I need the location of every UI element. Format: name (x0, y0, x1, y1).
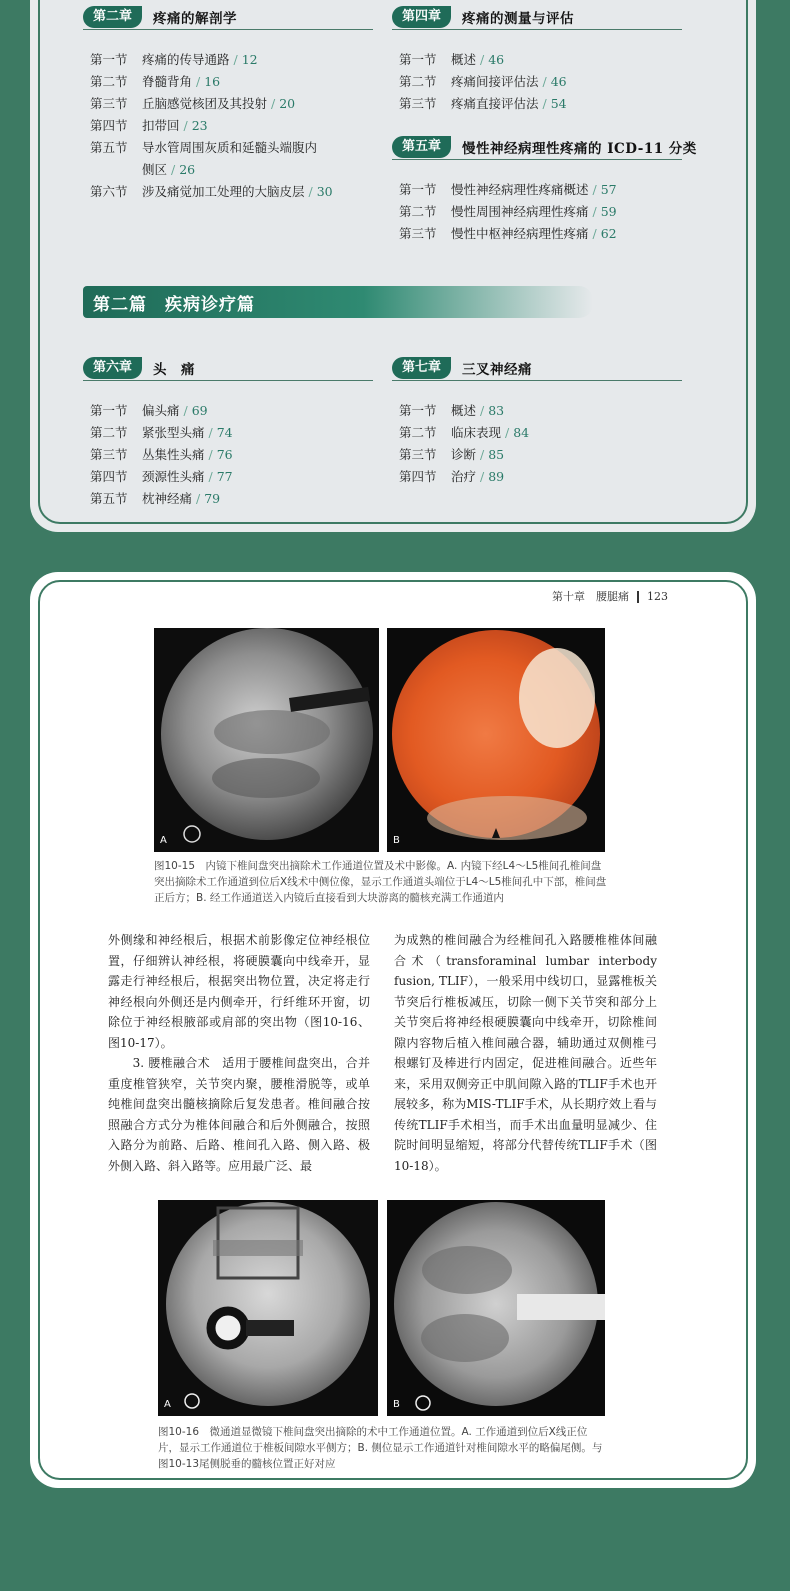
body-paragraph: 为成熟的椎间融合为经椎间孔入路腰椎椎体间融合术（transforaminal lumbar interbody fusion, TLIF），一般采用中线切口，显露椎板关节突后行椎板减压，切除一侧下关节突和部分上关节突后将神经根硬膜囊向中线牵开，切除椎间隙内容物后植入椎间融合器，辅助通过双侧椎弓根螺钉及棒进行内固定，促进椎间融合。近些年来，采用双侧旁正中肌间隙入路的TLIF手术也开展较多，称为MIS-TLIF手术，从长期疗效上看与传统TLIF手术相当，而手术出血量明显减少、住院时间明显缩短，将部分代替传统TLIF手术（图10-18）。 (394, 933, 657, 1173)
page-separator: / (505, 425, 510, 440)
section-title: 概述 (451, 403, 477, 418)
figure-10-16-a-xray (158, 1200, 378, 1416)
toc-entry[interactable] (90, 159, 333, 181)
section-title: 涉及痛觉加工处理的大脑皮层 (142, 184, 305, 199)
toc-entry[interactable] (90, 71, 333, 93)
chapter-5-sections (399, 179, 617, 245)
toc-entry[interactable] (90, 181, 333, 203)
section-page-number: 59 (600, 204, 617, 219)
panel-label-a: A (164, 1399, 171, 1410)
toc-entry[interactable] (399, 179, 617, 201)
section-title: 颈源性头痛 (142, 469, 205, 484)
page-separator: / (480, 447, 485, 462)
toc-entry[interactable] (90, 93, 333, 115)
book-page-panel (30, 572, 756, 1488)
page-separator: / (183, 403, 188, 418)
section-title: 紧张型头痛 (142, 425, 205, 440)
chapter-4-header (392, 6, 682, 30)
section-page-number: 46 (488, 52, 505, 67)
chapter-badge: 第五章 (392, 136, 451, 158)
toc-entry[interactable] (399, 422, 529, 444)
page-separator: / (592, 226, 597, 241)
section-number: 第一节 (399, 403, 437, 418)
chapter-badge: 第四章 (392, 6, 451, 28)
page-separator: / (308, 184, 313, 199)
section-number: 第一节 (90, 52, 128, 67)
section-page-number: 85 (488, 447, 505, 462)
section-title: 诊断 (451, 447, 477, 462)
section-title: 疼痛直接评估法 (451, 96, 539, 111)
toc-entry[interactable] (399, 444, 529, 466)
page-separator: / (208, 425, 213, 440)
section-title: 疼痛的传导通路 (142, 52, 230, 67)
section-title: 概述 (451, 52, 477, 67)
section-title: 偏头痛 (142, 403, 180, 418)
page-separator: / (208, 447, 213, 462)
figure-10-15-caption: 图10-15 内镜下椎间盘突出摘除术工作通道位置及术中影像。A. 内镜下经L4～L5椎间孔椎间盘突出摘除术工作通道到位后X线术中侧位像，显示工作通道头端位于L4～L5椎间孔中下部，椎间盘正后方；B. 经工作通道送入内镜后直接看到大块游离的髓核充满工作通道内 (154, 860, 607, 904)
section-page-number: 69 (191, 403, 208, 418)
section-page-number: 62 (600, 226, 617, 241)
part-2-banner (83, 286, 593, 318)
page-separator: / (542, 96, 547, 111)
toc-entry[interactable] (90, 400, 233, 422)
running-header (552, 588, 668, 604)
chapter-badge: 第七章 (392, 357, 451, 379)
chapter-4-sections (399, 49, 567, 115)
xray-ap-image (158, 1200, 378, 1416)
section-page-number: 20 (279, 96, 296, 111)
section-number: 第六节 (90, 184, 128, 199)
page-separator: / (592, 182, 597, 197)
chapter-title: 三叉神经痛 (462, 362, 532, 378)
section-number: 第四节 (90, 118, 128, 133)
section-page-number: 12 (241, 52, 258, 67)
section-title: 临床表现 (451, 425, 502, 440)
section-number: 第三节 (90, 447, 128, 462)
section-page-number: 46 (550, 74, 567, 89)
section-number: 第二节 (399, 204, 437, 219)
chapter-6-header (83, 357, 373, 381)
page-separator: / (171, 162, 176, 177)
section-title: 侧区 (142, 162, 168, 177)
section-title: 丘脑感觉核团及其投射 (142, 96, 268, 111)
section-number: 第三节 (399, 96, 437, 111)
toc-entry[interactable] (399, 400, 529, 422)
section-title: 慢性神经病理性疼痛概述 (451, 182, 589, 197)
part-title: 第二篇 疾病诊疗篇 (93, 295, 255, 315)
toc-entry[interactable] (90, 115, 333, 137)
figure-10-15-a-xray (154, 628, 379, 852)
body-paragraph: 3. 腰椎融合术 适用于腰椎间盘突出，合并重度椎管狭窄，关节突内聚，腰椎滑脱等，或单纯椎间盘突出髓核摘除后复发患者。椎间融合按照融合方式分为椎体间融合和后外侧融合，按照入路分为前路、后路、椎间孔入路、侧入路、极外侧入路、斜入路等。应用最广泛、最 (108, 1056, 370, 1173)
panel-label-b: B (393, 835, 400, 846)
chapter-5-header (392, 136, 697, 160)
page-separator: / (542, 74, 547, 89)
section-number: 第四节 (399, 469, 437, 484)
section-page-number: 83 (488, 403, 505, 418)
section-title: 疼痛间接评估法 (451, 74, 539, 89)
chapter-2-sections (90, 49, 333, 203)
toc-entry[interactable] (90, 137, 333, 159)
section-number: 第三节 (399, 226, 437, 241)
section-number: 第一节 (399, 52, 437, 67)
section-title: 导水管周围灰质和延髓头端腹内 (142, 140, 318, 155)
section-number: 第五节 (90, 491, 128, 506)
toc-entry[interactable] (399, 93, 567, 115)
section-page-number: 79 (204, 491, 221, 506)
toc-entry[interactable] (90, 444, 233, 466)
figure-10-16-b-xray (387, 1200, 605, 1416)
toc-entry[interactable] (90, 49, 333, 71)
section-number: 第二节 (399, 425, 437, 440)
section-number: 第二节 (90, 425, 128, 440)
section-number: 第四节 (90, 469, 128, 484)
chapter-7-sections (399, 400, 529, 488)
section-number: 第二节 (399, 74, 437, 89)
section-title: 慢性周围神经病理性疼痛 (451, 204, 589, 219)
body-text-right-column (394, 930, 657, 1176)
toc-entry[interactable] (399, 466, 529, 488)
section-number: 第五节 (90, 140, 128, 155)
section-page-number: 23 (191, 118, 208, 133)
panel-label-b: B (393, 1399, 400, 1410)
chapter-title: 疼痛的测量与评估 (462, 11, 574, 27)
page-separator: / (196, 491, 201, 506)
page-separator: / (592, 204, 597, 219)
endoscope-image (387, 628, 605, 852)
toc-entry[interactable] (90, 466, 233, 488)
section-page-number: 77 (216, 469, 233, 484)
chapter-7-header (392, 357, 682, 381)
toc-entry[interactable] (90, 422, 233, 444)
section-number: 第一节 (399, 182, 437, 197)
page-number: 123 (647, 590, 668, 603)
section-page-number: 89 (488, 469, 505, 484)
section-title: 扣带回 (142, 118, 180, 133)
section-number: 第二节 (90, 74, 128, 89)
chapter-title: 疼痛的解剖学 (153, 11, 237, 27)
chapter-6-sections (90, 400, 233, 510)
section-page-number: 16 (204, 74, 221, 89)
panel-label-a: A (160, 835, 167, 846)
page-separator: / (480, 469, 485, 484)
section-page-number: 30 (316, 184, 333, 199)
section-page-number: 84 (513, 425, 530, 440)
chapter-title: 慢性神经病理性疼痛的 ICD-11 分类 (462, 141, 697, 157)
chapter-badge: 第六章 (83, 357, 142, 379)
section-title: 治疗 (451, 469, 477, 484)
section-title: 脊髓背角 (142, 74, 193, 89)
section-title: 枕神经痛 (142, 491, 193, 506)
xray-image (154, 628, 379, 852)
section-page-number: 26 (179, 162, 196, 177)
toc-entry[interactable] (399, 49, 567, 71)
toc-entry[interactable] (90, 488, 233, 510)
section-page-number: 57 (600, 182, 617, 197)
body-text-left-column (108, 930, 370, 1176)
chapter-title: 头 痛 (153, 362, 195, 378)
figure-10-16-caption: 图10-16 微通道显微镜下椎间盘突出摘除的术中工作通道位置。A. 工作通道到位后X线正位片，显示工作通道位于椎板间隙水平侧方；B. 侧位显示工作通道针对椎间隙水平的略偏尾侧。与图10-13尾侧脱垂的髓核位置正好对应 (158, 1426, 603, 1470)
toc-entry[interactable] (399, 71, 567, 93)
section-page-number: 76 (216, 447, 233, 462)
page-separator: / (480, 403, 485, 418)
header-divider (637, 591, 639, 603)
chapter-2-header (83, 6, 373, 30)
section-number: 第三节 (399, 447, 437, 462)
section-number: 第三节 (90, 96, 128, 111)
toc-entry[interactable] (399, 223, 617, 245)
section-page-number: 74 (216, 425, 233, 440)
body-paragraph: 外侧缘和神经根后，根据术前影像定位神经根位置，仔细辨认神经根，将硬膜囊向中线牵开，显露走行神经根后，根据突出物位置，决定将走行神经根向外侧还是内侧牵开，行纤维环开窗，切除位于神经根腋部或肩部的突出物（图10-16、图10-17）。 (108, 933, 370, 1050)
page-separator: / (233, 52, 238, 67)
chapter-badge: 第二章 (83, 6, 142, 28)
page-separator: / (208, 469, 213, 484)
section-number: 第一节 (90, 403, 128, 418)
page-separator: / (183, 118, 188, 133)
section-title: 丛集性头痛 (142, 447, 205, 462)
section-page-number: 54 (550, 96, 567, 111)
figure-10-15-b-endoscope (387, 628, 605, 852)
section-title: 慢性中枢神经病理性疼痛 (451, 226, 589, 241)
running-chapter: 第十章 腰腿痛 (552, 590, 629, 603)
page-separator: / (271, 96, 276, 111)
page-separator: / (196, 74, 201, 89)
xray-lateral-image (387, 1200, 605, 1416)
toc-entry[interactable] (399, 201, 617, 223)
page-separator: / (480, 52, 485, 67)
